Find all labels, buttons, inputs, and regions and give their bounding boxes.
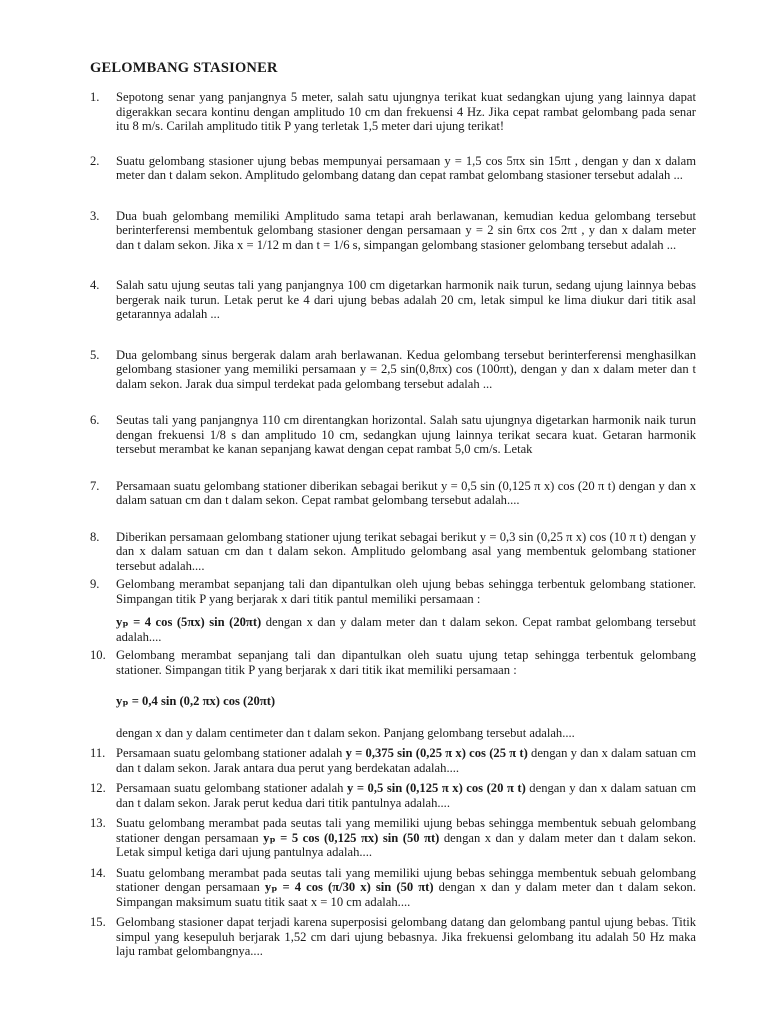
question-item xyxy=(90,278,696,322)
question-number: 11. xyxy=(90,746,106,760)
question-text-continued: dengan x dan y dalam meter dan t dalam sekon. Letak simpul ketiga dari ujung pantulnya adalah.... xyxy=(116,830,696,859)
question-number: 15. xyxy=(90,915,106,929)
question-item xyxy=(90,154,696,183)
question-equation: y = 0,5 sin (0,125 π x) cos (20 π t) xyxy=(347,781,526,795)
question-item xyxy=(90,479,696,508)
question-equation: yₚ = 5 cos (0,125 πx) sin (50 πt) xyxy=(263,830,440,845)
document-title: GELOMBANG STASIONER xyxy=(90,60,278,76)
question-number: 6. xyxy=(90,413,100,427)
question-number: 14. xyxy=(90,865,106,880)
question-number: 4. xyxy=(90,278,100,292)
question-equation: yₚ = 0,4 sin (0,2 πx) cos (20πt) xyxy=(116,694,276,708)
question-text-continued: dengan y dan x dalam satuan cm dan t dalam sekon. Jarak perut kedua dari titik pantulnya adalah.... xyxy=(116,781,696,810)
question-text: Diberikan persamaan gelombang stationer ujung terikat sebagai berikut y = 0,3 sin (0,25 π x) cos (10 π t) dengan y dan x dalam satuan cm dan t dalam sekon. Amplitudo gelombang asal yang membentuk gelombang stationer tersebut adalah.... xyxy=(116,529,696,573)
question-text-continued: dengan x dan y dalam centimeter dan t dalam sekon. Panjang gelombang tersebut adalah.... xyxy=(116,725,575,740)
question-item xyxy=(90,746,696,775)
question-text: Dua buah gelombang memiliki Amplitudo sama tetapi arah berlawanan, kemudian kedua gelombang tersebut berinterferensi membentuk gelombang stasioner dengan persamaan y = 2 sin 6πx cos 2πt , y dan x dalam meter dan t dalam sekon. Jika x = 1/12 m dan t = 1/6 s, simpangan gelombang stasioner gelombang tersebut adalah ... xyxy=(116,208,696,252)
question-text: Salah satu ujung seutas tali yang panjangnya 100 cm digetarkan harmonik naik turun, sedang ujung lainnya bebas bergerak naik turun. Letak perut ke 4 dari ujung bebas adalah 20 cm, letak simpul ke lima diukur dari titik asal getarannya adalah ... xyxy=(116,278,696,321)
question-text-continued: dengan x dan y dalam meter dan t dalam sekon. Simpangan maksimum suatu titik saat x = 10 cm adalah.... xyxy=(116,880,696,909)
question-number: 9. xyxy=(90,577,100,591)
question-item xyxy=(90,413,696,457)
question-text: Gelombang merambat sepanjang tali dan dipantulkan oleh ujung bebas sehingga terbentuk gelombang stationer. Simpangan titik P yang berjarak x dari titik pantul memiliki persamaan : xyxy=(116,577,696,606)
question-item xyxy=(90,90,696,134)
question-list xyxy=(90,90,696,959)
question-text-continued: dengan y dan x dalam satuan cm dan t dalam sekon. Jarak antara dua perut yang berdekatan adalah.... xyxy=(116,746,697,775)
question-equation: yₚ = 4 cos (π/30 x) sin (50 πt) xyxy=(264,880,434,894)
question-text: Persamaan suatu gelombang stationer adalah xyxy=(116,746,346,760)
question-text: Gelombang merambat sepanjang tali dan dipantulkan oleh suatu ujung tetap sehingga terbentuk gelombang stationer. Simpangan titik P yang berjarak x dari titik ikat memiliki persamaan : xyxy=(116,648,696,677)
question-item xyxy=(90,648,696,740)
question-item xyxy=(90,577,696,644)
question-text: Sepotong senar yang panjangnya 5 meter, salah satu ujungnya terikat kuat sedangkan ujung yang lainnya dapat digerakkan secara kontinu dengan amplitudo 10 cm dan frekuensi 4 Hz. Jika cepat rambat gelombang pada senar itu 8 m/s. Carilah amplitudo titik P yang terletak 1,5 meter dari ujung terikat! xyxy=(116,90,696,133)
question-item xyxy=(90,348,696,392)
question-item xyxy=(90,209,696,253)
question-number: 3. xyxy=(90,208,100,223)
question-text-continued: dengan x dan y dalam meter dan t dalam sekon. Cepat rambat gelombang tersebut adalah.... xyxy=(116,615,696,644)
question-text: Suatu gelombang stasioner ujung bebas mempunyai persamaan y = 1,5 cos 5πx sin 15πt , dengan y dan x dalam meter dan t dalam sekon. Amplitudo gelombang datang dan cepat rambat gelombang stasioner tersebut adalah ... xyxy=(116,153,696,182)
question-item xyxy=(90,530,696,574)
question-number: 2. xyxy=(90,153,100,168)
question-item xyxy=(90,816,696,860)
question-item xyxy=(90,915,696,959)
question-item xyxy=(90,866,696,910)
question-text: Seutas tali yang panjangnya 110 cm direntangkan horizontal. Salah satu ujungnya digetarkan harmonik naik turun dengan frekuensi 1/8 s dan amplitudo 10 cm, sedangkan ujung lainnya terikat secara kuat. Getaran harmonik tersebut merambat ke kanan sepanjang kawat dengan cepat rambat 5,0 cm/s. Letak xyxy=(116,413,696,456)
question-equation: yₚ = 4 cos (5πx) sin (20πt) xyxy=(116,615,262,629)
question-text: Gelombang stasioner dapat terjadi karena superposisi gelombang datang dan gelombang pantul ujung bebas. Titik simpul yang kesepuluh berjarak 1,52 cm dari ujung bebasnya. Jika frekuensi gelombang itu adalah 50 Hz maka laju rambat gelombangnya.... xyxy=(116,915,696,958)
question-text: Suatu gelombang merambat pada seutas tali yang memiliki ujung bebas sehingga membentuk sebuah gelombang stationer dengan persamaan xyxy=(116,865,696,894)
question-text: Suatu gelombang merambat pada seutas tali yang memiliki ujung bebas sehingga membentuk sebuah gelombang stationer dengan persamaan xyxy=(116,816,696,845)
question-item xyxy=(90,781,696,810)
question-text: Dua gelombang sinus bergerak dalam arah berlawanan. Kedua gelombang tersebut berinterferensi menghasilkan gelombang stasioner yang memiliki persamaan y = 2,5 sin(0,8πx) cos (100πt), dengan y dan x dalam meter dan t dalam sekon. Jarak dua simpul terdekat pada gelombang tersebut adalah ... xyxy=(116,347,696,391)
question-text: Persamaan suatu gelombang stationer diberikan sebagai berikut y = 0,5 sin (0,125 π x) cos (20 π t) dengan y dan x dalam satuan cm dan t dalam sekon. Cepat rambat gelombang tersebut adalah.... xyxy=(116,478,696,507)
question-equation: y = 0,375 sin (0,25 π x) cos (25 π t) xyxy=(345,746,528,760)
question-number: 5. xyxy=(90,347,100,362)
question-number: 7. xyxy=(90,478,100,493)
question-number: 12. xyxy=(90,781,106,795)
question-number: 8. xyxy=(90,529,100,544)
question-text: Persamaan suatu gelombang stationer adalah xyxy=(116,781,347,795)
question-number: 1. xyxy=(90,90,100,104)
question-number: 10. xyxy=(90,648,106,662)
question-number: 13. xyxy=(90,816,106,830)
